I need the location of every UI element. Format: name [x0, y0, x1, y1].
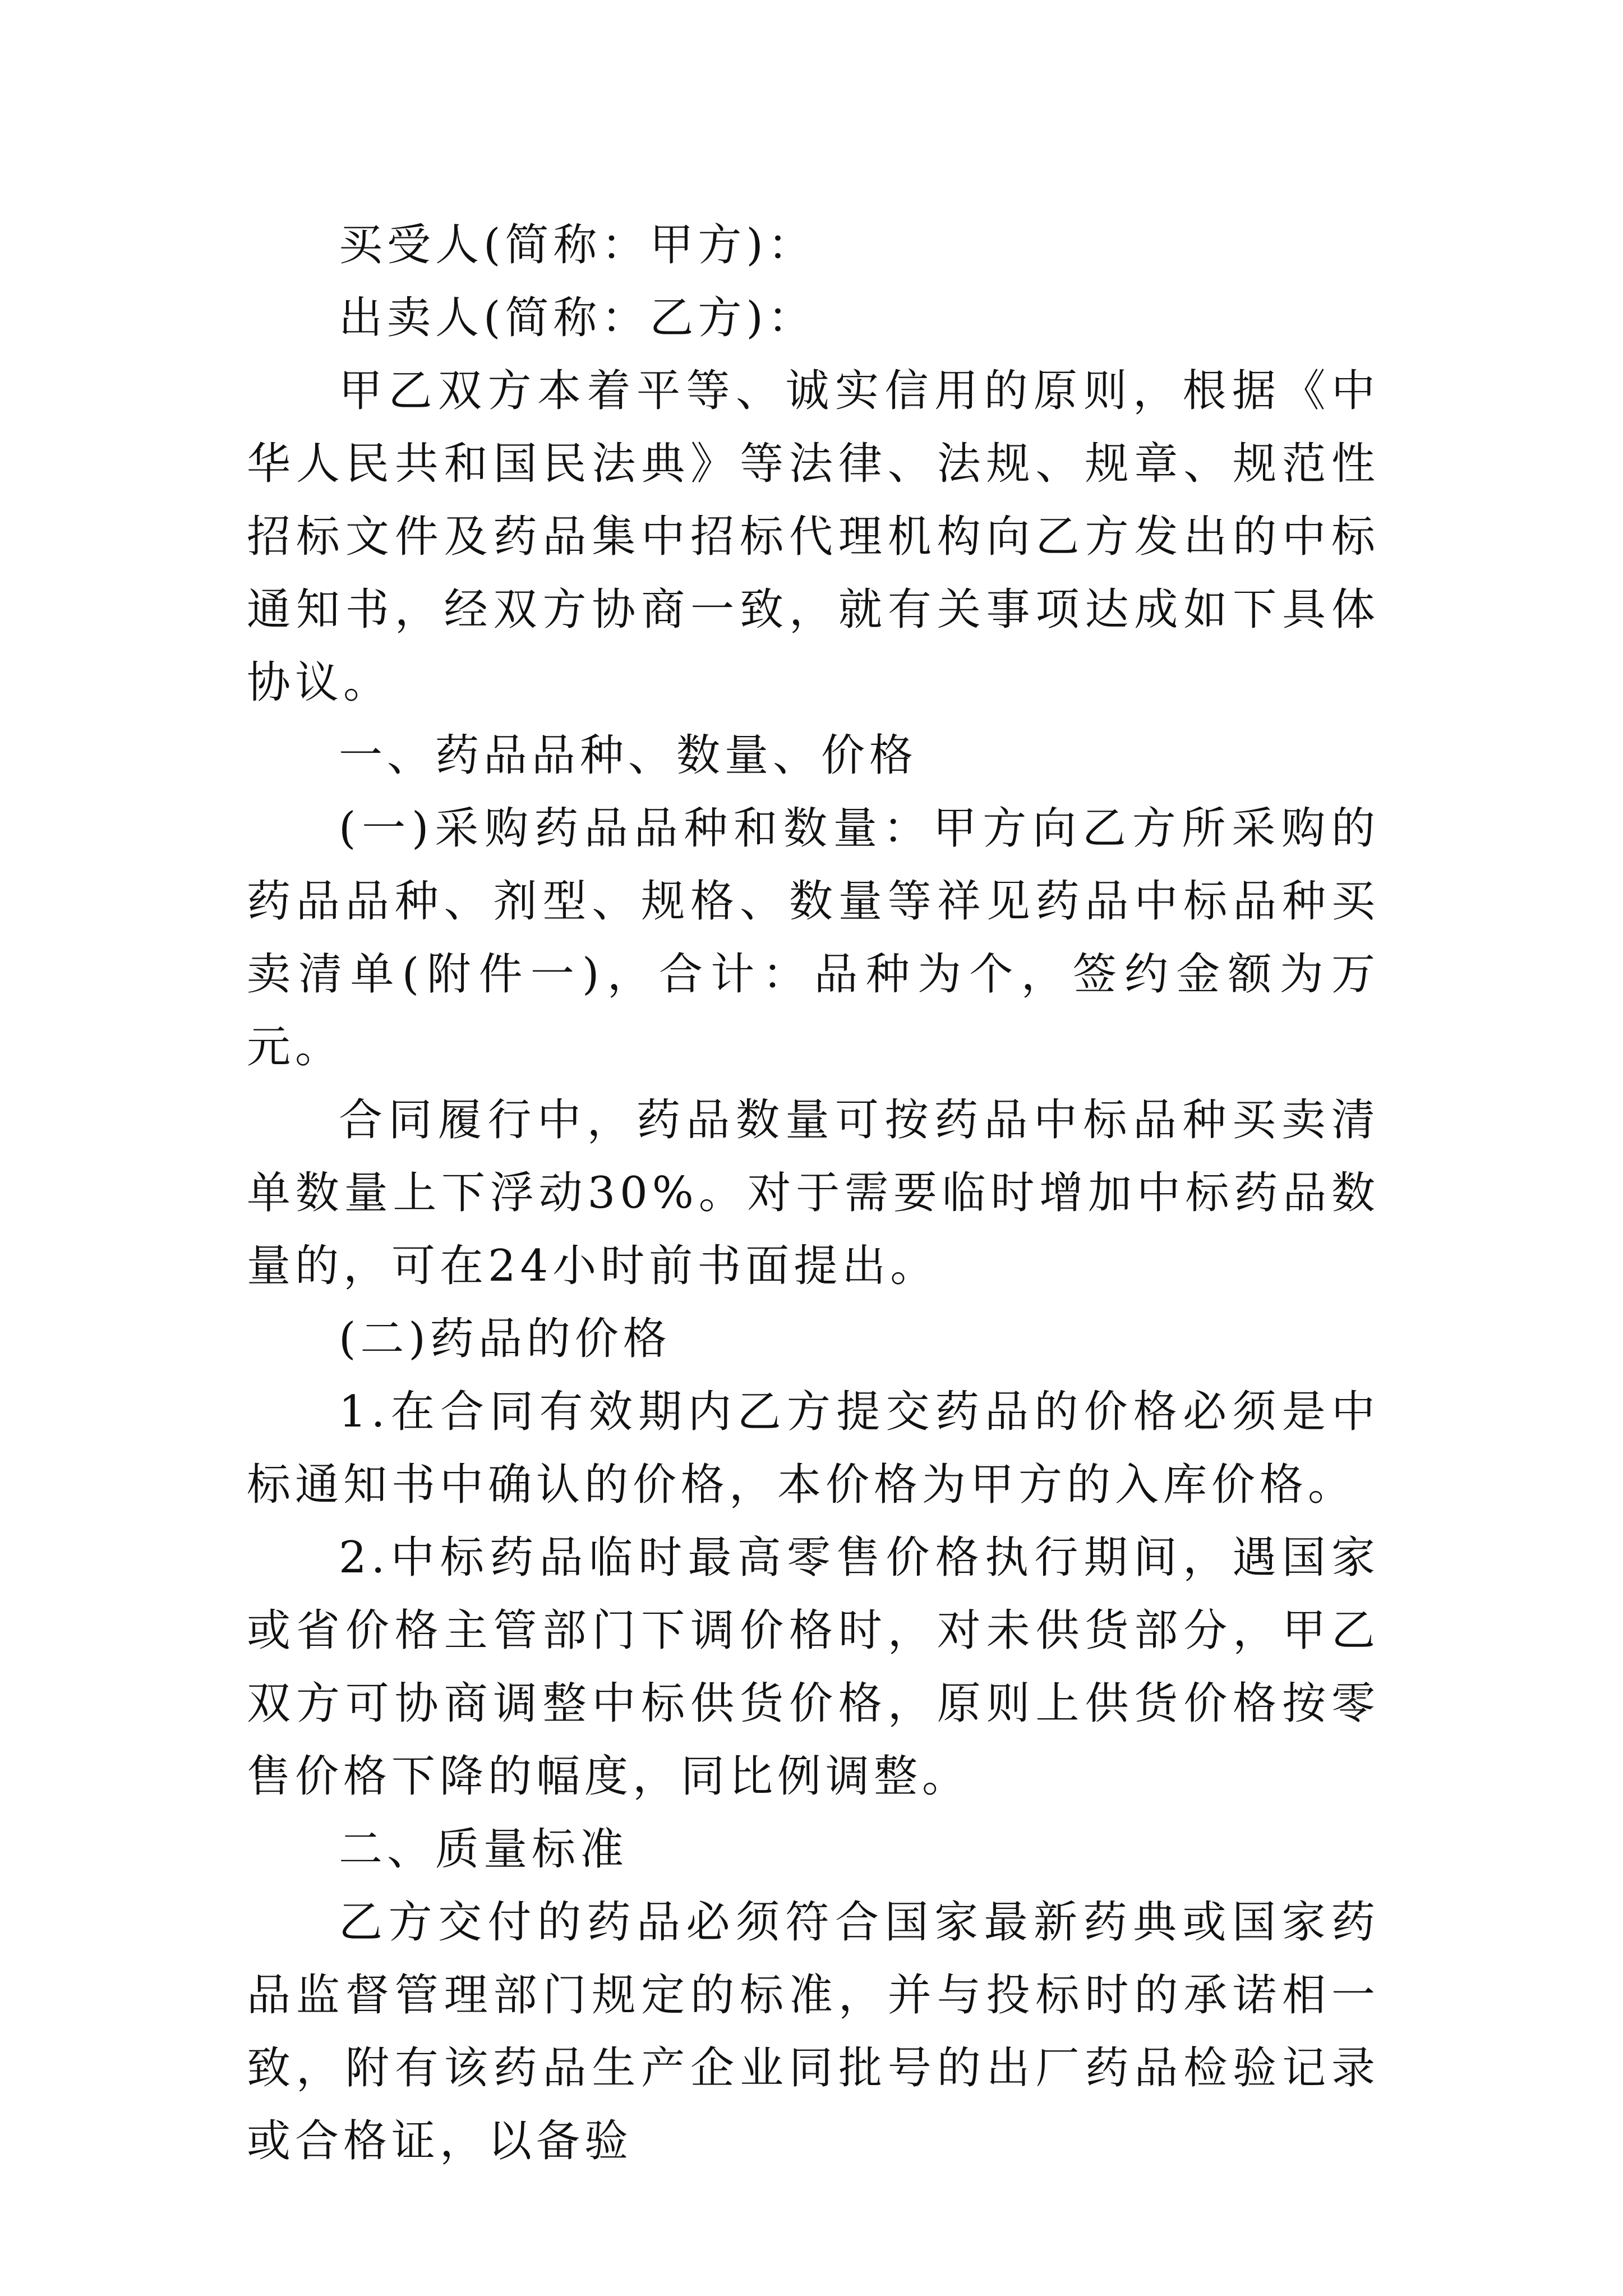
buyer-line: 买受人(简称：甲方)： [339, 220, 816, 270]
section-heading-1: 一、药品品种、数量、价格 [339, 730, 918, 781]
preamble-paragraph: 甲乙双方本着平等、诚实信用的原则，根据《中华人民共和国民法典》等法律、法规、规章、规范性招标文件及药品集中招标代理机构向乙方发出的中标通知书，经双方协商一致，就有关事项达成如下具体协议。 [247, 366, 1380, 708]
price-clause-1: 1.在合同有效期内乙方提交药品的价格必须是中标通知书中确认的价格，本价格为甲方的入库价格。 [247, 1387, 1380, 1510]
quality-standard-paragraph: 乙方交付的药品必须符合国家最新药典或国家药品监督管理部门规定的标准，并与投标时的承诺相一致，附有该药品生产企业同批号的出厂药品检验记录或合格证，以备验 [247, 1897, 1380, 2166]
subsection-2-heading: (二)药品的价格 [339, 1314, 671, 1364]
section-heading-2: 二、质量标准 [339, 1824, 629, 1875]
document-body [247, 209, 1380, 2178]
seller-line: 出卖人(简称：乙方)： [339, 293, 816, 343]
subsection-1-paragraph: (一)采购药品品种和数量：甲方向乙方所采购的药品品种、剂型、规格、数量等祥见药品中标品种买卖清单(附件一)，合计：品种为个，签约金额为万元。 [247, 803, 1380, 1073]
quantity-variation-paragraph: 合同履行中，药品数量可按药品中标品种买卖清单数量上下浮动30%。对于需要临时增加中标药品数量的，可在24小时前书面提出。 [247, 1095, 1380, 1291]
price-clause-2: 2.中标药品临时最高零售价格执行期间，遇国家或省价格主管部门下调价格时，对未供货部分，甲乙双方可协商调整中标供货价格，原则上供货价格按零售价格下降的幅度，同比例调整。 [247, 1533, 1380, 1802]
